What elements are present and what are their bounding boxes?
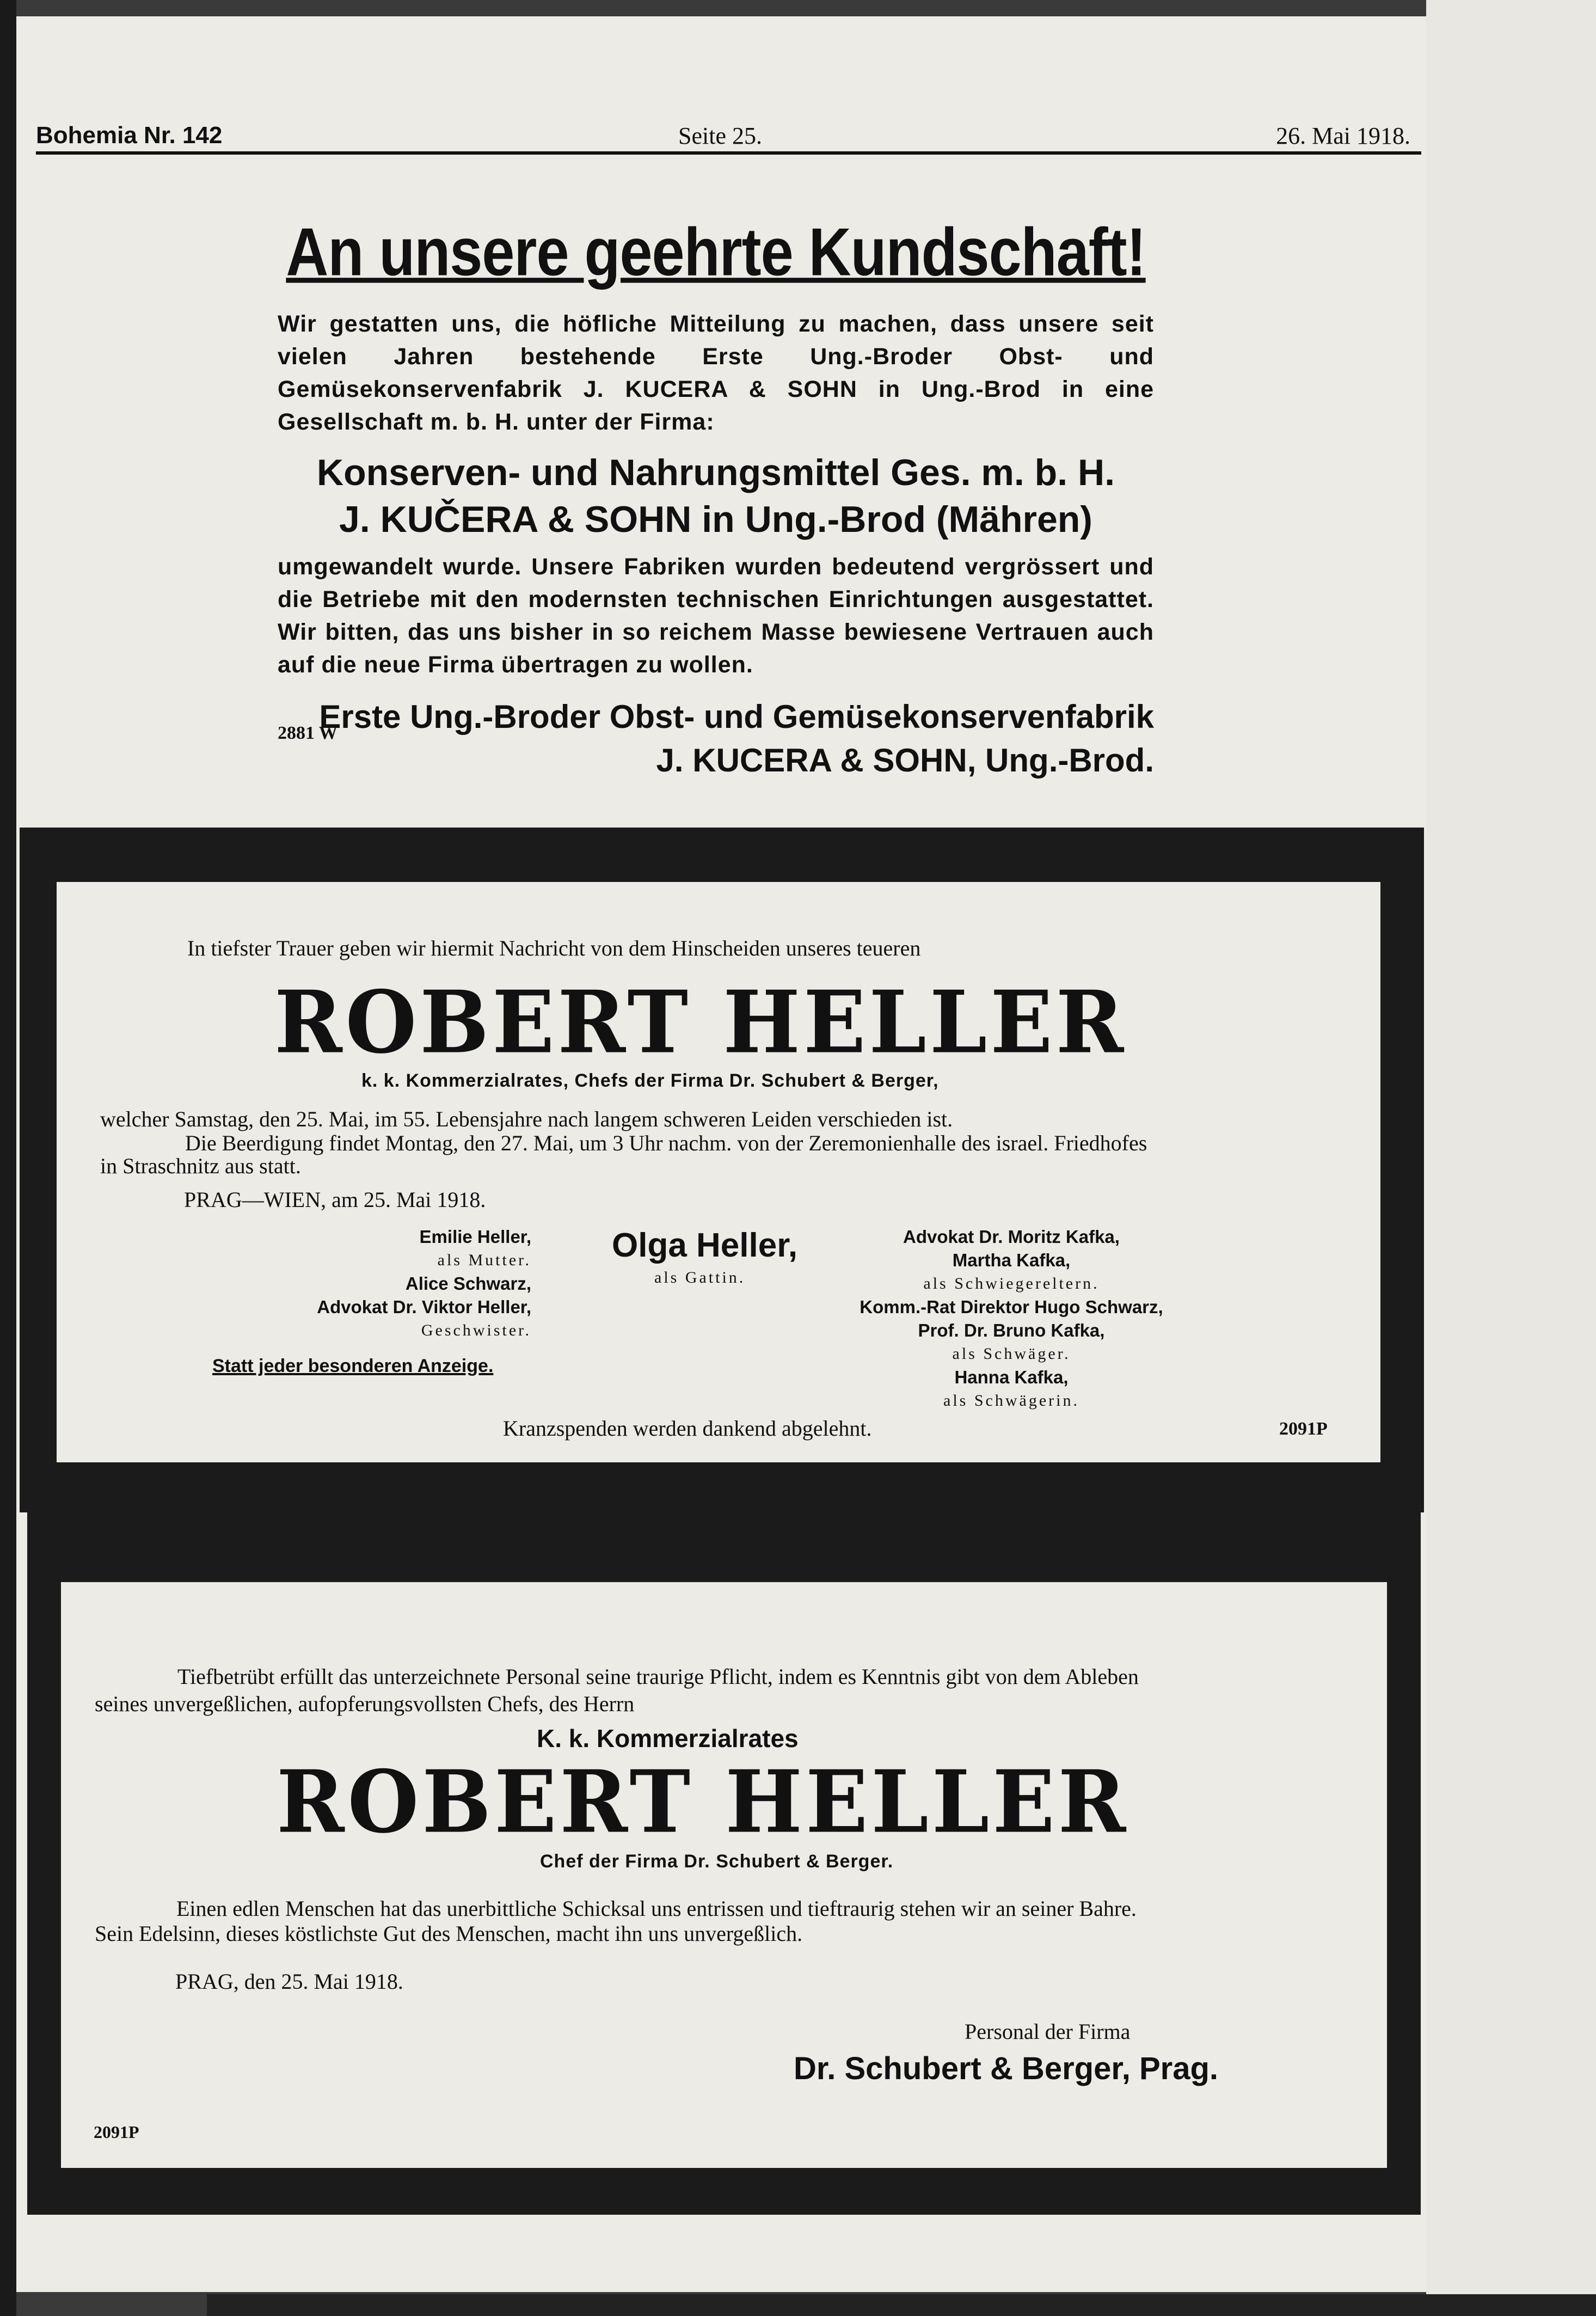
deceased-name: ROBERT HELLER — [274, 972, 1127, 1073]
staff-text-1: Einen edlen Menschen hat das unerbittliche Schicksal uns entrissen und tieftraurig stehen wir an seiner Bahre. — [176, 1896, 1137, 1921]
announcement-signature — [278, 695, 1154, 782]
notice-intro: In tiefster Trauer geben wir hiermit Nachricht von dem Hinscheiden unseres teueren — [187, 936, 921, 960]
page-number: Seite 25. — [678, 122, 762, 149]
staff-text-2: Sein Edelsinn, dieses köstlichste Gut des Menschen, macht ihn uns unvergeßlich. — [95, 1921, 803, 1946]
signature-line-2: J. KUCERA & SOHN, Ung.-Brod. — [656, 742, 1154, 779]
deceased-title: k. k. Kommerzialrates, Chefs der Firma Dr. Schubert & Berger, — [361, 1070, 939, 1091]
staff-intro-1: Tiefbetrübt erfüllt das unterzeichnete Personal seine traurige Pflicht, indem es Kenntnis gibt von dem Ableben — [177, 1664, 1139, 1689]
staff-intro-2: seines unvergeßlichen, aufopferungsvollsten Chefs, des Herrn — [95, 1692, 635, 1716]
deceased-name: ROBERT HELLER — [277, 1751, 1130, 1853]
next-page-edge — [207, 2294, 1596, 2316]
mourner-relation: als Schwiegereltern. — [923, 1275, 1100, 1292]
scan-margin — [1426, 0, 1596, 2316]
staff-signature-2: Dr. Schubert & Berger, Prag. — [794, 2051, 1219, 2086]
announcement-title: An unsere geehrte Kundschaft! — [286, 213, 1146, 290]
issue-date: 26. Mai 1918. — [1276, 122, 1410, 149]
signature-line-1: Erste Ung.-Broder Obst- und Gemüsekonservenfabrik — [319, 699, 1154, 735]
place-date: PRAG, den 25. Mai 1918. — [175, 1969, 403, 1994]
notice-text-3: in Straschnitz aus statt. — [100, 1154, 301, 1178]
mourner-relation: Geschwister. — [421, 1321, 531, 1339]
widow-role: als Gattin. — [654, 1269, 746, 1286]
firm-line-1: Konserven- und Nahrungsmittel Ges. m. b. H. — [317, 452, 1115, 493]
mourner-relation: als Mutter. — [437, 1251, 531, 1269]
notice-code: 2091P — [94, 2122, 139, 2142]
notice-text-2: Die Beerdigung findet Montag, den 27. Mai, um 3 Uhr nachm. von der Zeremonienhalle des israel. Friedhofes — [185, 1131, 1147, 1155]
mourner-name: Alice Schwarz, — [405, 1273, 531, 1294]
mourner-name: Emilie Heller, — [419, 1227, 531, 1247]
staff-signature-1: Personal der Firma — [965, 2019, 1131, 2044]
mourner-name: Hanna Kafka, — [954, 1367, 1069, 1387]
deceased-rank: K. k. Kommerzialrates — [537, 1724, 799, 1753]
mourner-name: Prof. Dr. Bruno Kafka, — [918, 1320, 1105, 1340]
new-firm-name — [278, 449, 1154, 543]
notice-text-1: welcher Samstag, den 25. Mai, im 55. Lebensjahre nach langem schweren Leiden verschieden ist. — [100, 1107, 953, 1131]
death-notice-staff — [27, 1512, 1421, 2215]
announcement-paragraph-1: Wir gestatten uns, die höfliche Mitteilung zu machen, dass unsere seit vielen Jahren bestehende Erste Ung.-Broder Obst- und Gemüsekonservenfabrik J. KUCERA & SOHN in Ung.-Brod in eine Gesellschaft m. b. H. unter der Firma: — [278, 311, 1154, 435]
firm-line-2: J. KUČERA & SOHN in Ung.-Brod (Mähren) — [339, 499, 1092, 540]
mourner-name: Martha Kafka, — [952, 1250, 1071, 1270]
place-date: PRAG—WIEN, am 25. Mai 1918. — [184, 1187, 486, 1212]
mourners-left-column — [317, 1225, 531, 1342]
mourner-name: Advokat Dr. Viktor Heller, — [317, 1297, 531, 1317]
company-announcement — [278, 212, 1154, 779]
announcement-paragraph-2: umgewandelt wurde. Unsere Fabriken wurden bedeutend vergrössert und die Betriebe mit den modernsten technischen Einrichtungen ausgestattet. Wir bitten, das uns bisher in so reichem Masse bewiesene Vertrauen auch auf die neue Firma übertragen zu wollen. — [278, 554, 1154, 678]
mourner-relation: als Schwäger. — [952, 1345, 1071, 1363]
issue-label: Bohemia Nr. 142 — [36, 122, 223, 149]
page-header — [36, 120, 1421, 155]
death-notice-family — [20, 828, 1424, 1512]
binding-edge — [0, 0, 16, 2316]
notice-body — [57, 882, 1380, 1462]
deceased-title: Chef der Firma Dr. Schubert & Berger. — [540, 1851, 894, 1872]
widow-name: Olga Heller, — [612, 1227, 798, 1264]
mourners-right-column — [854, 1225, 1169, 1412]
notice-code: 2091P — [1279, 1419, 1328, 1439]
wreath-note: Kranzspenden werden dankend abgelehnt. — [503, 1416, 872, 1441]
mourner-name: Komm.-Rat Direktor Hugo Schwarz, — [860, 1297, 1163, 1317]
notice-body — [61, 1582, 1387, 2168]
mourner-relation: als Schwägerin. — [943, 1392, 1079, 1410]
ad-code: 2881 W — [278, 723, 337, 743]
statt-note: Statt jeder besonderen Anzeige. — [212, 1356, 494, 1376]
mourner-name: Advokat Dr. Moritz Kafka, — [903, 1227, 1120, 1247]
